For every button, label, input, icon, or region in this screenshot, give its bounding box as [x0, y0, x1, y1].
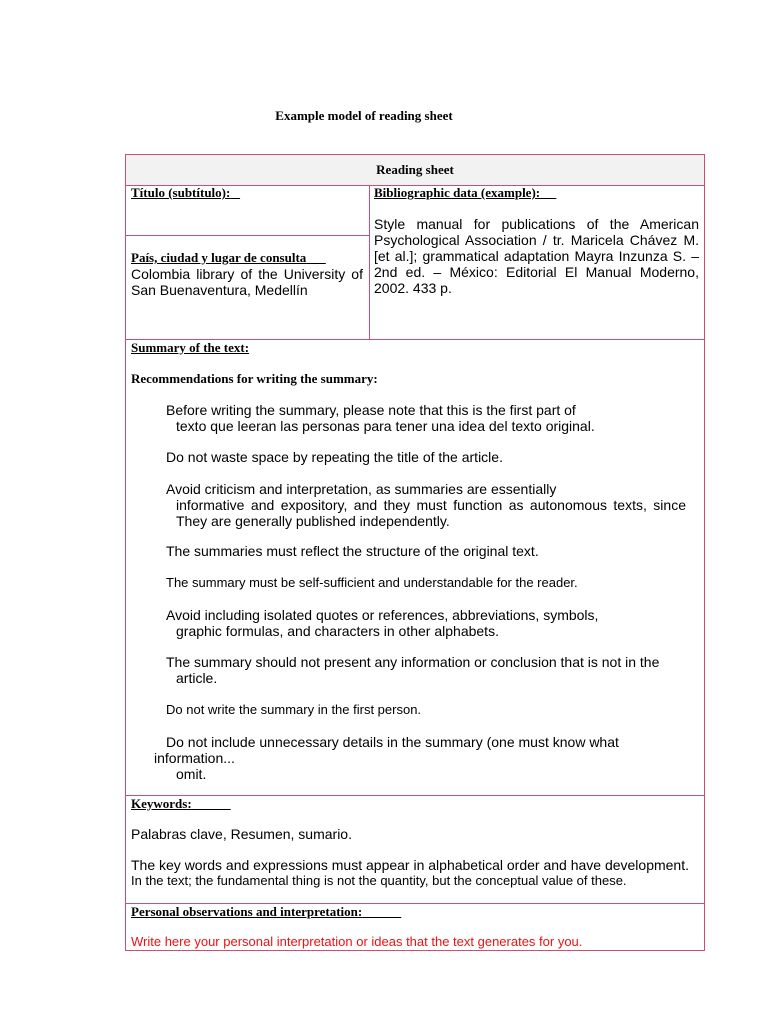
list-item: Do not include unnecessary details in the summary (one must know what information... omit.	[154, 734, 619, 782]
observations-heading	[131, 904, 401, 920]
row-divider	[125, 235, 370, 236]
keywords-label: Keywords:	[131, 796, 192, 811]
document-title: Example model of reading sheet	[275, 108, 453, 123]
table-border-right	[704, 154, 705, 951]
list-item: Before writing the summary, please note that this is the first part of texto que leeran las personas para tener una idea del texto original.	[166, 402, 595, 434]
sheet-header: Reading sheet	[126, 155, 704, 185]
table-border-bottom	[125, 950, 705, 951]
list-item: The summaries must reflect the structure of the original text.	[166, 543, 539, 559]
pais-text: Colombia library of the University of San Buenaventura, Medellín	[131, 266, 363, 298]
keywords-note-2: In the text; the fundamental thing is not the quantity, but the conceptual value of these.	[131, 873, 627, 888]
table-border-left	[125, 154, 126, 951]
list-item: Do not waste space by repeating the title of the article.	[166, 449, 503, 465]
list-item: Avoid criticism and interpretation, as summaries are essentially informative and expository, and they must function as autonomous texts, since They are generally published independently.	[166, 481, 686, 529]
titulo-cell	[131, 185, 363, 201]
summary-label: Summary of the text:	[131, 340, 250, 355]
keywords-note-1: The key words and expressions must appear in alphabetical order and have development.	[131, 857, 689, 873]
observations-text: Write here your personal interpretation or ideas that the text generates for you.	[131, 934, 583, 949]
keywords-heading	[131, 796, 231, 812]
observations-label: Personal observations and interpretation:	[131, 904, 363, 919]
list-item: Avoid including isolated quotes or references, abbreviations, symbols, graphic formulas, and characters in other alphabets.	[166, 607, 599, 639]
recommendations-title: Recommendations for writing the summary:	[131, 371, 378, 386]
pais-label: País, ciudad y lugar de consulta	[131, 250, 307, 265]
list-item: The summary must be self-sufficient and understandable for the reader.	[166, 575, 578, 590]
titulo-label: Título (subtítulo):	[131, 185, 231, 200]
biblio-cell	[374, 185, 704, 296]
biblio-label: Bibliographic data (example):	[374, 185, 541, 200]
list-item: The summary should not present any information or conclusion that is not in the article.	[166, 654, 660, 686]
biblio-text: Style manual for publications of the American Psychological Association / tr. Maricela Chávez M. [et al.]; grammatical adaptation Mayra Inzunza S. –2nd ed. – México: Editorial El Manual Moderno, 2002. 433 p.	[374, 216, 699, 296]
column-divider	[369, 185, 370, 340]
keywords-text: Palabras clave, Resumen, sumario.	[131, 826, 352, 842]
list-item: Do not write the summary in the first person.	[166, 702, 422, 717]
pais-cell	[131, 250, 363, 298]
